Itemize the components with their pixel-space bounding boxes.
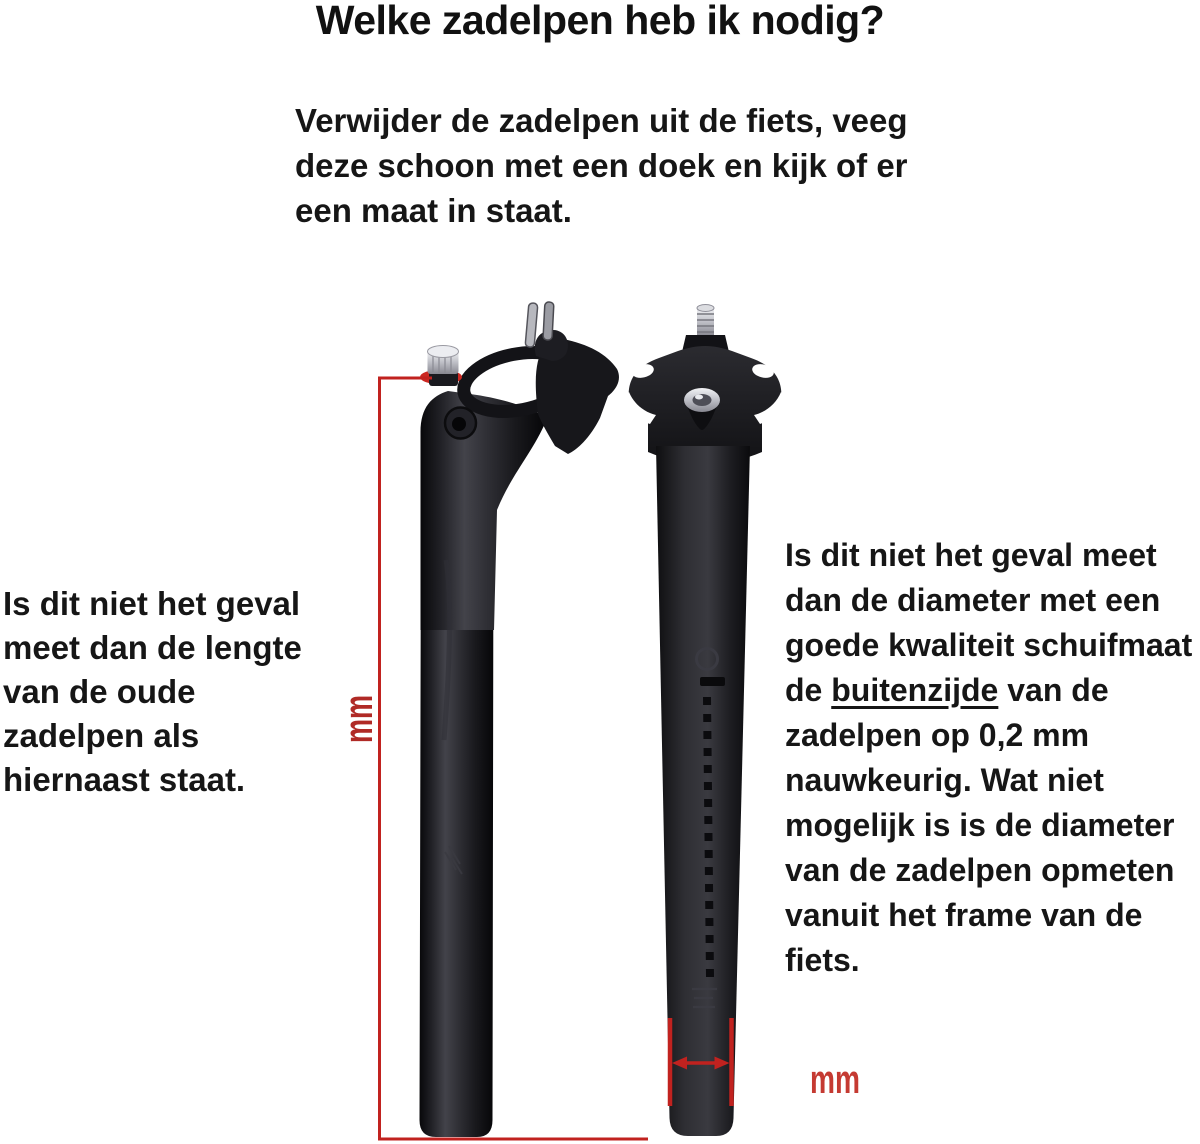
diameter-mm-label: mm xyxy=(810,1058,860,1102)
left-note-text xyxy=(3,582,302,802)
clamp-bolt-cap xyxy=(428,346,459,358)
right-note-line: dan de diameter met een xyxy=(785,582,1161,618)
intro-line: deze schoon met een doek en kijk of er xyxy=(295,147,908,184)
saddle-rail-left xyxy=(525,303,538,348)
underlined-term: buitenzijde xyxy=(831,672,999,708)
right-note-line-pre: de xyxy=(785,672,832,708)
right-note-line: nauwkeurig. Wat niet xyxy=(785,762,1104,798)
top-bolt-cap xyxy=(697,305,714,312)
right-note-line: Is dit niet het geval meet xyxy=(785,537,1157,573)
insertion-limit-bar xyxy=(700,677,725,686)
right-seatpost-photo xyxy=(625,305,785,1137)
right-note-line: mogelijk is is de diameter xyxy=(785,807,1175,843)
right-note-line-post: van de xyxy=(998,672,1109,708)
intro-text xyxy=(295,98,908,233)
saddle-rail-right xyxy=(543,302,554,340)
head-bolt-glint xyxy=(695,395,703,400)
right-note-line: zadelpen op 0,2 mm xyxy=(785,717,1090,753)
page-title: Welke zadelpen heb ik nodig? xyxy=(315,0,885,43)
right-note-line: van de zadelpen opmeten xyxy=(785,852,1175,888)
right-note-text xyxy=(785,533,1192,983)
intro-line: een maat in staat. xyxy=(295,192,572,229)
right-note-line: fiets. xyxy=(785,942,860,978)
neck-bolt-hole xyxy=(452,417,466,431)
right-note-line: vanuit het frame van de xyxy=(785,897,1143,933)
left-note-line: hiernaast staat. xyxy=(3,761,246,798)
length-mm-label: mm xyxy=(337,671,381,743)
left-note-line: van de oude xyxy=(3,673,196,710)
left-seatpost-neck xyxy=(421,391,547,630)
right-note-line: goede kwaliteit schuifmaat xyxy=(785,627,1193,663)
left-note-line: meet dan de lengte xyxy=(3,629,302,666)
left-note-line: Is dit niet het geval xyxy=(3,585,301,622)
left-note-line: zadelpen als xyxy=(3,717,200,754)
left-seatpost-photo xyxy=(420,302,619,1137)
intro-line: Verwijder de zadelpen uit de fiets, veeg xyxy=(295,102,908,139)
right-note-line xyxy=(785,668,1192,713)
